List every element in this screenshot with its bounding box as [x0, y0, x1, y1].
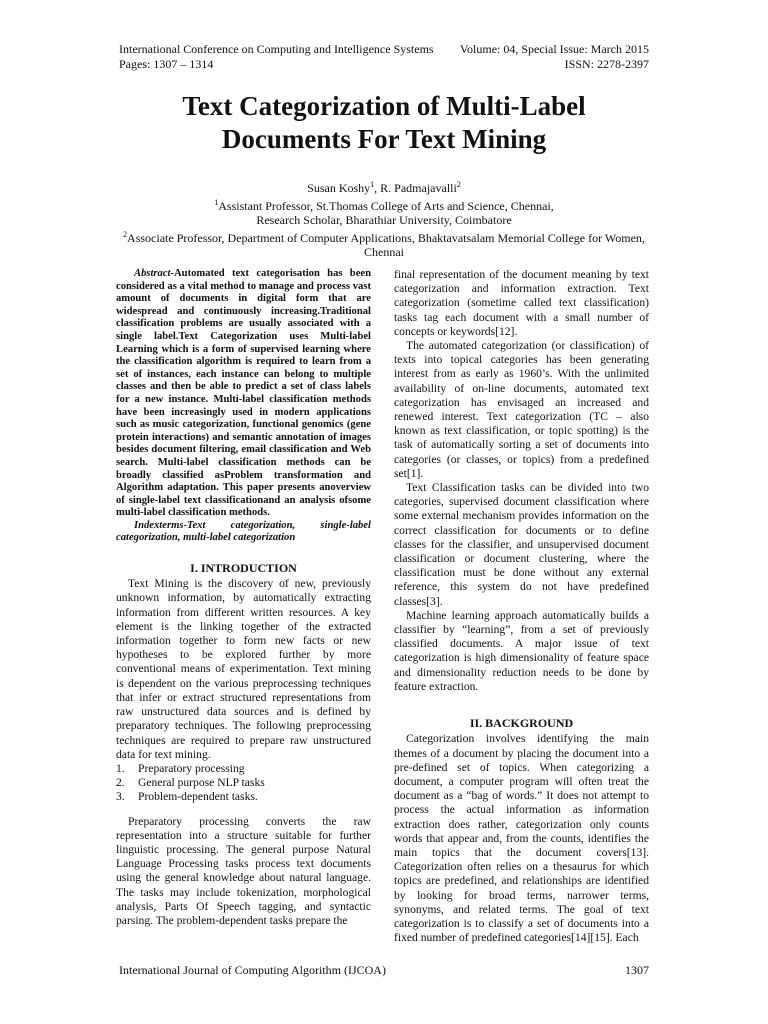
- conference-name: International Conference on Computing and Intelligence Systems: [119, 42, 434, 56]
- list-item: 3. Problem-dependent tasks.: [116, 790, 258, 804]
- right-column: [394, 268, 649, 945]
- list-item: 2. General purpose NLP tasks: [116, 776, 265, 790]
- intro-paragraph-4: The automated categorization (or classification) of texts into topical categories has been generating interest from as early as 1960’s. With the unlimited availability of on-line documents, automated text categorization has envisaged an increased and renewed interest. Text categorization (TC – also known as text classification, or topic spotting) is the task of automatically sorting a set of documents into categories (or classes, or topics) from a predefined set[1].: [394, 339, 649, 480]
- list-item: 1. Preparatory processing: [116, 761, 245, 775]
- preprocessing-list: [116, 762, 371, 805]
- section-heading-introduction: I. INTRODUCTION: [190, 561, 297, 576]
- abstract-label: Abstract-: [134, 268, 175, 279]
- abstract: [116, 268, 371, 520]
- left-column: [116, 268, 371, 928]
- intro-paragraph-3: final representation of the document meaning by text categorization and information extraction. Text categorization (sometime called text classification) tasks tag each document with a small number of concepts or keywords[12].: [394, 268, 649, 338]
- affiliation-2-line-2: Chennai: [364, 245, 404, 259]
- journal-name: International Journal of Computing Algorithm (IJCOA): [119, 963, 386, 977]
- intro-paragraph-6: Machine learning approach automatically builds a classifier by “learning”, from a set of previously classified documents. A major issue of text categorization is high dimensionality of feature space and dimensionality reduction needs to be done by feature extraction.: [394, 608, 649, 693]
- affiliation-2: $^2$Associate Professor, Department of Computer Applications, Bhaktavatsalam Memorial College for Women,: [123, 229, 645, 245]
- intro-paragraph-1: Text Mining is the discovery of new, previously unknown information, by automatically extracting information from different written resources. A key element is the linking together of the extracted information together to form new facts or new hypotheses to be explored further by more conventional means of experimentation. Text mining is dependent on the various preprocessing techniques that infer or extract structured representations from raw unstructured data sources and is defined by preparatory techniques. The following preprocessing techniques are required to prepare raw unstructured data for text mining.: [116, 577, 371, 761]
- author-names: Susan Koshy$^1$, R. Padmajavalli$^2$: [307, 180, 461, 195]
- section-heading-background: II. BACKGROUND: [469, 716, 574, 731]
- background-paragraph-1: Categorization involves identifying the main themes of a document by placing the document into a pre-defined set of topics. When categorizing a document, a computer program will often treat the document as a “bag of words.” It does not attempt to process the actual information as information extraction does rather, categorization only counts words that appear and, from the counts, identifies the main topics that the document covers[13]. Categorization often relies on a thesaurus for which topics are predefined, and relationships are identified by looking for broad terms, narrower terms, synonyms, and related terms. The goal of text categorization is to classify a set of documents into a fixed number of predefined categories[14][15]. Each: [394, 732, 649, 945]
- intro-paragraph-5: Text Classification tasks can be divided into two categories, supervised document classification where some external mechanism provides information on the correct classification for documents or to define classes for the classifier, and unsupervised document classification or document clustering, where the classification must be done without any external reference, this system do not have predefined classes[3].: [394, 481, 649, 608]
- issn: ISSN: 2278-2397: [564, 57, 649, 71]
- affiliation-1: $^1$Assistant Professor, St.Thomas College of Arts and Science, Chennai,: [214, 197, 554, 213]
- affiliation-1-line-2: Research Scholar, Bharathiar University, Coimbatore: [256, 213, 512, 227]
- author-block: [60, 178, 708, 260]
- intro-paragraph-2: Preparatory processing converts the raw representation into a structure suitable for further linguistic processing. The general purpose Natural Language Processing tasks process text documents using the general knowledge about natural language. The tasks may include tokenization, morphological analysis, Parts Of Speech tagging, and syntactic parsing. The problem-dependent tasks prepare the: [116, 814, 371, 927]
- paper-title: [60, 90, 708, 156]
- page-footer: [119, 963, 649, 978]
- page-number: 1307: [625, 963, 649, 977]
- abstract-text: Automated text categorisation has been considered as a vital method to manage and process vast amount of documents in digital form that are widespread and continuously increasing.Traditional classification problems are usually associated with a single label.Text Categorization uses Multi-label Learning which is a form of supervised learning where the classification algorithm is required to learn from a set of instances, each instance can belong to multiple classes and then be able to predict a set of class labels for a new instance. Multi-label classification methods have been increasingly used in modern applications such as music categorization, functional genomics (gene protein interactions) and semantic annotation of images besides document filtering, email classification and Web search. Multi-label classification methods can be broadly classified asProblem transformation and Algorithm adaptation. This paper presents anoverview of single-label text classificationand an analysis ofsome multi-label classification methods.: [116, 268, 371, 519]
- title-line-2: Documents For Text Mining: [221, 124, 547, 154]
- title-line-1: Text Categorization of Multi-Label: [182, 91, 586, 121]
- running-header: [119, 42, 649, 72]
- page-range: Pages: 1307 – 1314: [119, 57, 214, 71]
- volume-info: Volume: 04, Special Issue: March 2015: [459, 42, 649, 56]
- index-terms: Indexterms-Text categorization, single-label categorization, multi-label categorization: [116, 519, 371, 544]
